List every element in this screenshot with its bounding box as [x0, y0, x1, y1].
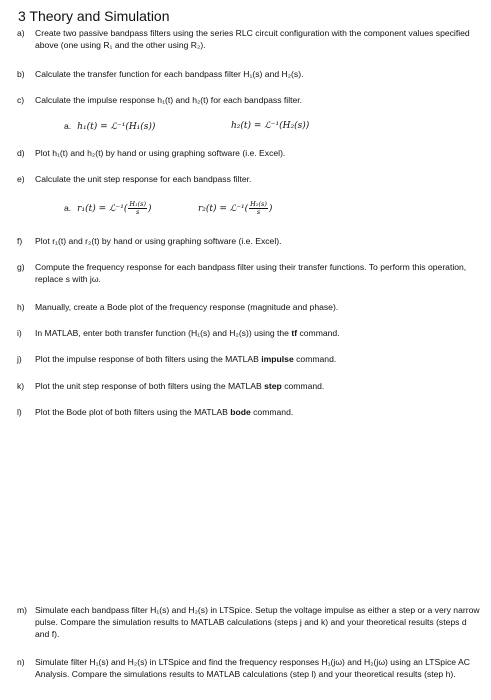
- item-text: Calculate the impulse response h₁(t) and h₂(t) for each bandpass filter.: [35, 95, 303, 105]
- equation-h2-text: h₂(t) = ℒ⁻¹(H₂(s)): [231, 121, 310, 131]
- item-text: Manually, create a Bode plot of the frequency response (magnitude and phase).: [35, 302, 339, 312]
- item-k: [17, 380, 481, 392]
- fraction: [128, 201, 147, 216]
- equation-r1: [64, 201, 152, 216]
- fraction-denominator: s: [256, 208, 261, 216]
- fraction-numerator: H₂(s): [250, 200, 267, 208]
- item-text: [35, 406, 481, 418]
- item-text: Simulate filter H₁(s) and H₂(s) in LTSpice and find the frequency responses H₁(jω) and H₂(jω) using an LTSpice AC Analysis. Compare the simulations results to MATLAB calculations (step l) and your theoretical results (step h).: [35, 657, 470, 679]
- item-i: [17, 327, 481, 339]
- item-label: c): [17, 95, 25, 105]
- item-a: [17, 27, 481, 51]
- close-paren: ): [268, 204, 273, 214]
- equation-label: a.: [64, 203, 72, 213]
- item-text: Plot h₁(t) and h₂(t) by hand or using graphing software (i.e. Excel).: [35, 148, 286, 158]
- item-label: b): [17, 69, 25, 79]
- item-h: [17, 301, 481, 313]
- item-g: [17, 261, 481, 285]
- item-c: [17, 94, 481, 106]
- item-text: [35, 380, 481, 392]
- fraction-denominator: s: [136, 208, 140, 216]
- item-n: [17, 656, 481, 680]
- item-m: [17, 604, 481, 640]
- text-segment: command.: [250, 407, 294, 417]
- matlab-command: bode: [230, 407, 251, 417]
- item-label: k): [17, 381, 25, 391]
- item-text: Calculate the unit step response for each bandpass filter.: [35, 174, 252, 184]
- item-label: m): [17, 605, 28, 615]
- item-label: j): [17, 354, 22, 364]
- fraction: [249, 201, 268, 216]
- matlab-command: tf: [291, 328, 298, 338]
- text-segment: Plot the Bode plot of both filters using the MATLAB: [35, 407, 231, 417]
- item-label: f): [17, 236, 23, 246]
- item-text: Plot r₁(t) and r₂(t) by hand or using graphing software (i.e. Excel).: [35, 236, 282, 246]
- item-label: d): [17, 148, 25, 158]
- item-text: Create two passive bandpass filters using the series RLC circuit configuration with the component values specified above (one using R₁ and the other using R₂).: [35, 28, 470, 50]
- text-segment: In MATLAB, enter both transfer function (H₁(s) and H₂(s)) using the: [35, 328, 292, 338]
- text-segment: Plot the impulse response of both filters using the MATLAB: [35, 354, 262, 364]
- item-e: [17, 173, 481, 185]
- item-text: [35, 327, 481, 339]
- equation-r2: [198, 201, 272, 216]
- item-text: Compute the frequency response for each bandpass filter using their transfer functions. To perform this operation, replace s with jω.: [35, 262, 467, 284]
- equation-r2-lhs: r₂(t) = ℒ⁻¹(: [198, 204, 249, 214]
- item-l: [17, 406, 481, 418]
- item-text: Simulate each bandpass filter H₁(s) and H₂(s) in LTSpice. Setup the voltage impulse as either a step or a very narrow pulse. Compare the simulation results to MATLAB calculations (steps j and k) and your theoretical results (steps d and f).: [35, 605, 480, 639]
- item-label: a): [17, 28, 25, 38]
- equation-label: a.: [64, 121, 72, 131]
- item-j: [17, 353, 481, 365]
- close-paren: ): [148, 204, 152, 214]
- item-label: l): [17, 407, 22, 417]
- equation-h2: [231, 120, 309, 132]
- item-label: h): [17, 302, 25, 312]
- item-label: g): [17, 262, 25, 272]
- item-label: i): [17, 328, 22, 338]
- text-segment: command.: [293, 354, 337, 364]
- fraction-numerator: H₁(s): [129, 200, 147, 208]
- item-label: n): [17, 657, 25, 667]
- text-segment: command.: [281, 381, 325, 391]
- item-text: Calculate the transfer function for each bandpass filter H₁(s) and H₂(s).: [35, 69, 304, 79]
- item-label: e): [17, 174, 25, 184]
- item-b: [17, 68, 481, 80]
- item-d: [17, 147, 481, 159]
- matlab-command: step: [264, 381, 282, 391]
- text-segment: command.: [297, 328, 340, 338]
- item-text: [35, 353, 481, 365]
- equation-h1: [64, 120, 155, 133]
- item-f: [17, 235, 481, 247]
- text-segment: Plot the unit step response of both filters using the MATLAB: [35, 381, 265, 391]
- matlab-command: impulse: [261, 354, 294, 364]
- equation-h1-text: h₁(t) = ℒ⁻¹(H₁(s)): [77, 122, 156, 132]
- section-title: 3 Theory and Simulation: [18, 8, 170, 24]
- equation-r1-lhs: r₁(t) = ℒ⁻¹(: [77, 204, 128, 214]
